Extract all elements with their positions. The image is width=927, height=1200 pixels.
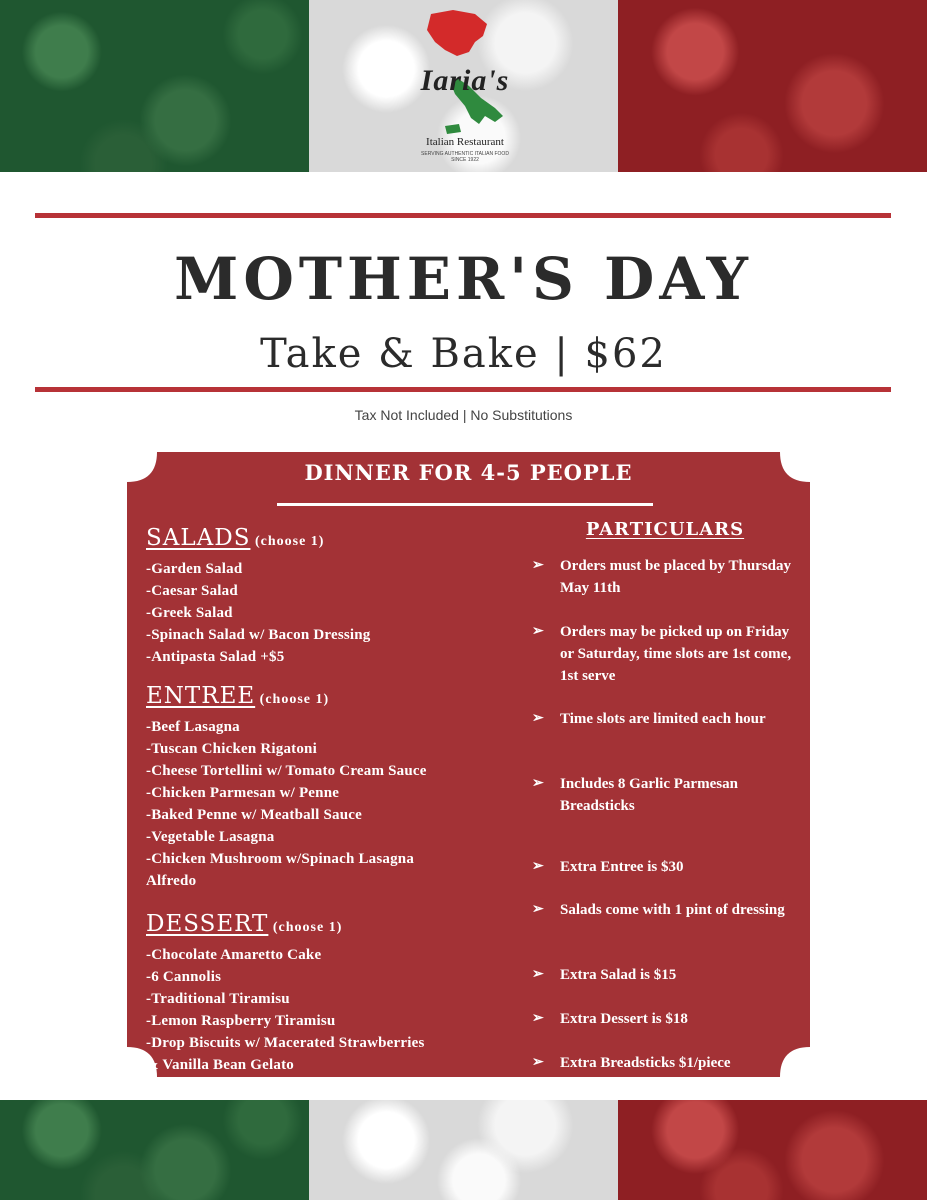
list-item [530, 1008, 800, 1030]
salads-title: SALADS [146, 525, 251, 551]
list-item [530, 555, 800, 599]
list-item: -Caesar Salad [146, 583, 238, 599]
list-item: -Vegetable Lasagna [146, 829, 275, 845]
list-item: -Tuscan Chicken Rigatoni [146, 741, 317, 757]
flag-green-stripe [0, 1100, 309, 1200]
particular-text: Orders must be placed by Thursday May 11th [560, 558, 792, 596]
particular-text: Time slots are limited each hour [560, 711, 766, 727]
arrow-bullet-icon: ➢ [532, 776, 544, 791]
panel-heading-underline [277, 503, 653, 506]
tax-note: Tax Not Included | No Substitutions [354, 407, 573, 423]
list-item: -Beef Lasagna [146, 719, 240, 735]
arrow-bullet-icon: ➢ [532, 1011, 544, 1026]
list-item: -Baked Penne w/ Meatball Sauce [146, 807, 362, 823]
list-item: -Greek Salad [146, 605, 233, 621]
page-subtitle: Take & Bake | $62 [260, 331, 667, 377]
dessert-section [146, 908, 516, 1076]
list-item: Alfredo [146, 873, 197, 889]
list-item: -Chocolate Amaretto Cake [146, 947, 322, 963]
particulars-title: PARTICULARS [585, 519, 745, 540]
list-item [530, 621, 800, 687]
bottom-divider [35, 387, 891, 392]
list-item: -Cheese Tortellini w/ Tomato Cream Sauce [146, 763, 427, 779]
list-item [530, 708, 800, 730]
arrow-bullet-icon: ➢ [532, 711, 544, 726]
flag-green-stripe [0, 0, 309, 172]
bottom-flag-banner [0, 1100, 927, 1200]
salads-note: (choose 1) [250, 534, 325, 549]
logo-tagline: SERVING AUTHENTIC ITALIAN FOOD SINCE 1922 [421, 151, 509, 163]
list-item: -Antipasta Salad +$5 [146, 649, 285, 665]
entree-section [146, 680, 516, 892]
particular-text: Extra Dessert is $18 [560, 1011, 688, 1027]
entree-note: (choose 1) [255, 692, 330, 707]
list-item [530, 856, 800, 878]
particular-text: Orders may be picked up on Friday or Saturday, time slots are 1st come, 1st serve [560, 624, 792, 684]
dessert-title: DESSERT [146, 911, 269, 937]
particular-text: Salads come with 1 pint of dressing [560, 902, 785, 918]
flag-white-stripe [309, 1100, 618, 1200]
list-item: -Spinach Salad w/ Bacon Dressing [146, 627, 371, 643]
panel-heading: DINNER FOR 4-5 PEOPLE [304, 460, 633, 485]
particular-text: Extra Entree is $30 [560, 859, 684, 875]
logo-name: Iaria's [420, 64, 510, 97]
list-item: & Vanilla Bean Gelato [146, 1057, 294, 1073]
arrow-bullet-icon: ➢ [532, 624, 544, 639]
particulars-section [530, 519, 800, 554]
flag-red-stripe [618, 0, 927, 172]
flag-red-stripe [618, 1100, 927, 1200]
arrow-bullet-icon: ➢ [532, 558, 544, 573]
list-item: -Chicken Mushroom w/Spinach Lasagna [146, 851, 415, 867]
list-item: -Chicken Parmesan w/ Penne [146, 785, 340, 801]
list-item [530, 899, 800, 921]
list-item: -Garden Salad [146, 561, 243, 577]
arrow-bullet-icon: ➢ [532, 1055, 544, 1070]
page-title: MOTHER'S DAY [174, 245, 753, 313]
particular-text: Includes 8 Garlic Parmesan Breadsticks [560, 776, 738, 814]
particular-text: Extra Salad is $15 [560, 967, 677, 983]
menu-choices [146, 522, 516, 1088]
list-item [530, 964, 800, 986]
salads-section [146, 522, 516, 668]
dessert-note: (choose 1) [268, 920, 343, 935]
logo-subtitle: Italian Restaurant [426, 136, 504, 148]
list-item: -Traditional Tiramisu [146, 991, 290, 1007]
list-item [530, 1052, 800, 1074]
entree-title: ENTREE [146, 683, 256, 709]
list-item: -Drop Biscuits w/ Macerated Strawberries [146, 1035, 425, 1051]
list-item: -Lemon Raspberry Tiramisu [146, 1013, 336, 1029]
top-divider [35, 213, 891, 218]
list-item [530, 773, 800, 817]
arrow-bullet-icon: ➢ [532, 902, 544, 917]
particular-text: Extra Breadsticks $1/piece [560, 1055, 731, 1071]
arrow-bullet-icon: ➢ [532, 967, 544, 982]
arrow-bullet-icon: ➢ [532, 859, 544, 874]
list-item: -6 Cannolis [146, 969, 222, 985]
restaurant-logo [405, 6, 525, 166]
